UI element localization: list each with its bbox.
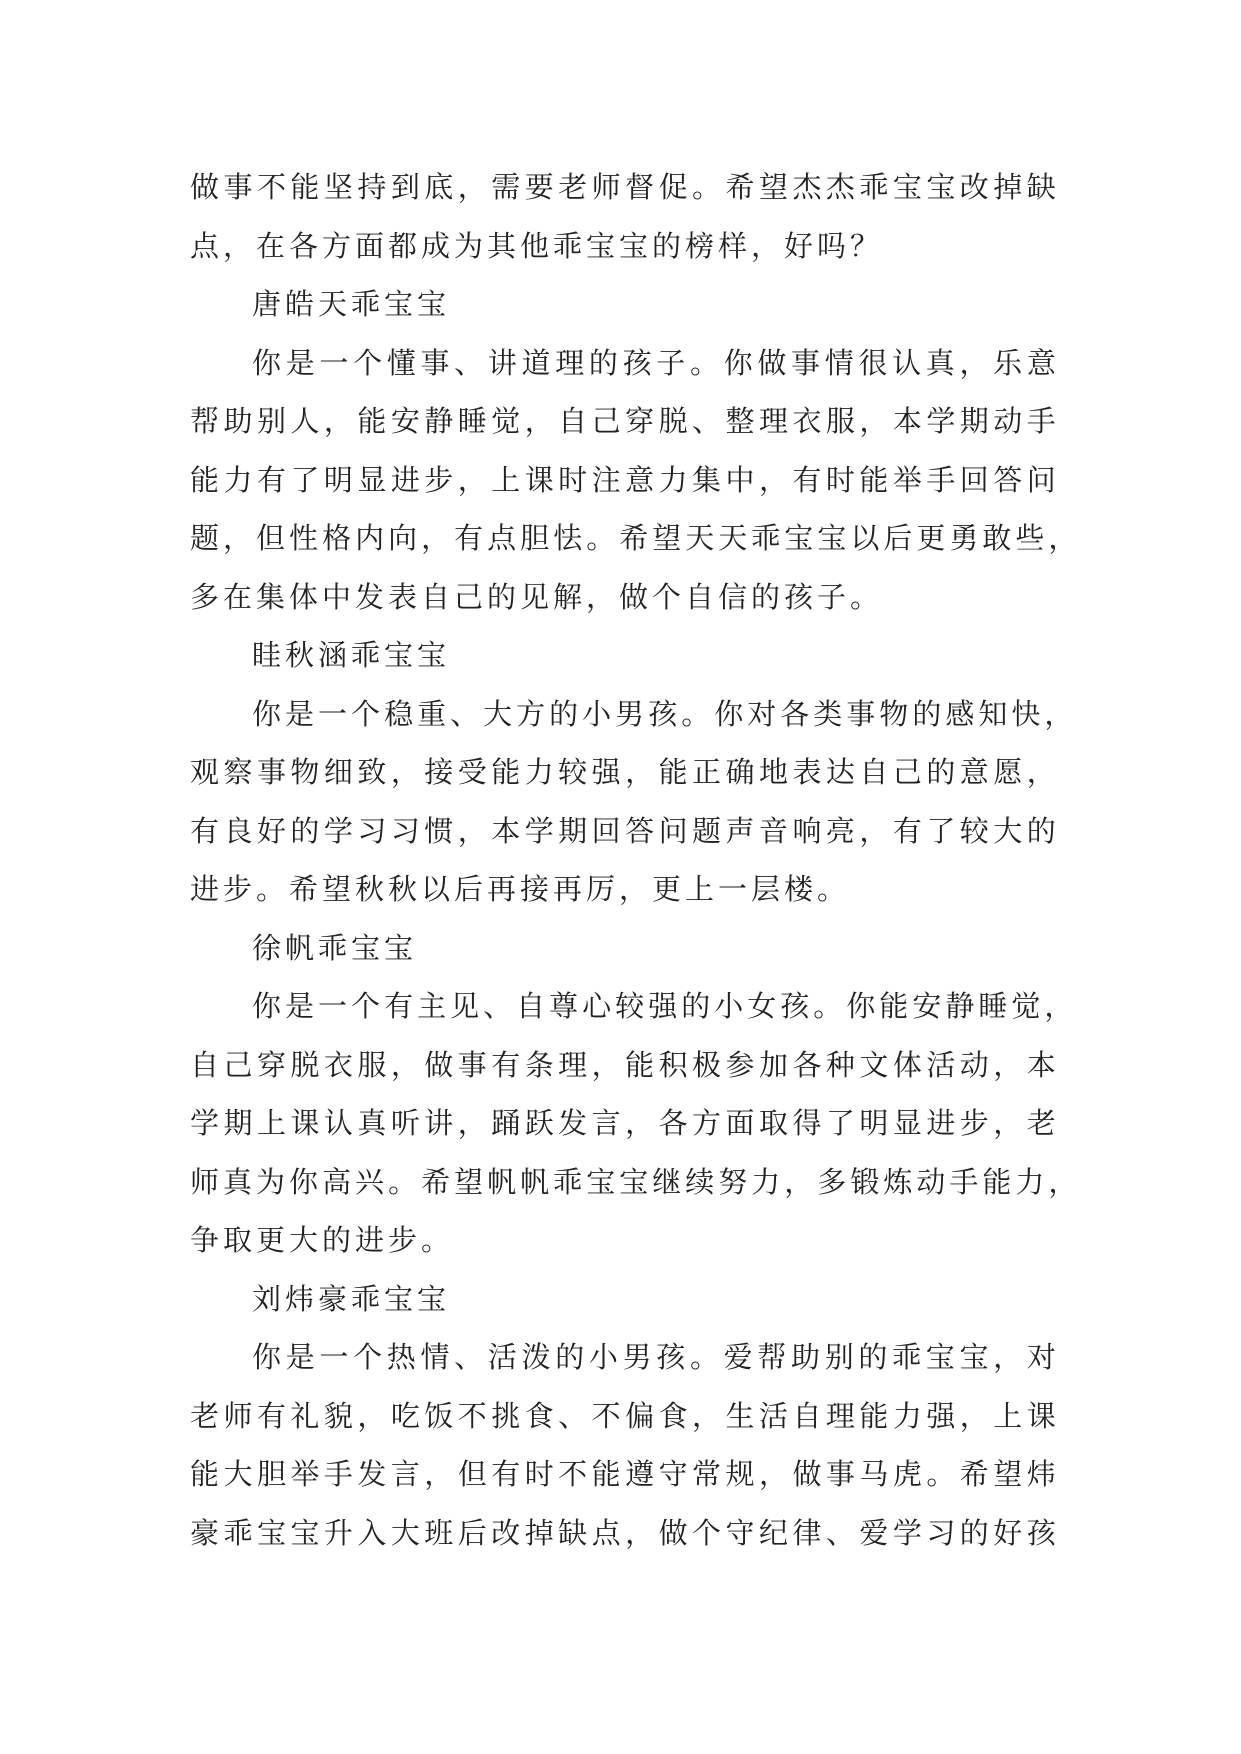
text-line: 你 是 一 个 懂 事 、 讲 道 理 的 孩 子 。 你 做 事 情 很 认 真 ， 乐 意: [252, 345, 1060, 380]
text-line: 帮 助 别 人 ， 能 安 静 睡 觉 ， 自 己 穿 脱 、 整 理 衣 服 ， 本 学 期 动 手: [190, 404, 1060, 438]
text-line: 唐皓天乖宝宝: [252, 287, 451, 321]
text-line: 刘炜豪乖宝宝: [252, 1281, 451, 1316]
text-line: 自 己 穿 脱 衣 服 ， 做 事 有 条 理 ， 能 积 极 参 加 各 种 文 体 活 动 ， 本: [190, 1047, 1060, 1082]
text-line: 你 是 一 个 热 情 、 活 泼 的 小 男 孩 。 爱 帮 助 别 的 乖 宝 宝 ， 对: [252, 1340, 1060, 1374]
text-line: 能 大 胆 举 手 发 言 ， 但 有 时 不 能 遵 守 常 规 ， 做 事 马 虎 。 希 望 炜: [190, 1457, 1060, 1491]
text-line: 做 事 不 能 坚 持 到 底 ， 需 要 老 师 督 促 。 希 望 杰 杰 乖 宝 宝 改 掉 缺: [190, 170, 1060, 204]
text-line: 你 是 一 个 稳 重 、 大 方 的 小 男 孩 。 你 对 各 类 事 物 的 感 知 快 ，: [252, 696, 1078, 731]
text-line: 点，在各方面都成为其他乖宝宝的榜样，好吗？: [190, 228, 884, 263]
text-line: 观 察 事 物 细 致 ， 接 受 能 力 较 强 ， 能 正 确 地 表 达 自 己 的 意 愿 ，: [190, 755, 1060, 789]
text-line: 师 真 为 你 高 兴 。 希 望 帆 帆 乖 宝 宝 继 续 努 力 ， 多 锻 炼 动 手 能 力 ，: [190, 1164, 1082, 1199]
text-line: 豪 乖 宝 宝 升 入 大 班 后 改 掉 缺 点 ， 做 个 守 纪 律 、 爱 学 习 的 好 孩: [190, 1515, 1060, 1550]
text-line: 进步。希望秋秋以后再接再厉，更上一层楼。: [190, 872, 851, 906]
text-line: 题 ， 但 性 格 内 向 ， 有 点 胆 怯 。 希 望 天 天 乖 宝 宝 以 后 更 勇 敢 些 ，: [190, 521, 1082, 555]
text-line: 你 是 一 个 有 主 见 、 自 尊 心 较 强 的 小 女 孩 。 你 能 安 静 睡 觉 ，: [252, 989, 1078, 1023]
text-line: 多在集体中发表自己的见解，做个自信的孩子。: [190, 579, 884, 614]
text-line: 争取更大的进步。: [190, 1223, 455, 1257]
document-body: [190, 158, 1082, 1562]
text-line: 徐帆乖宝宝: [252, 930, 418, 965]
text-line: 有 良 好 的 学 习 习 惯 ， 本 学 期 回 答 问 题 声 音 响 亮 ， 有 了 较 大 的: [190, 813, 1060, 848]
text-line: 能 力 有 了 明 显 进 步 ， 上 课 时 注 意 力 集 中 ， 有 时 能 举 手 回 答 问: [190, 462, 1060, 497]
text-line: 老 师 有 礼 貌 ， 吃 饭 不 挑 食 、 不 偏 食 ， 生 活 自 理 能 力 强 ， 上 课: [190, 1398, 1060, 1433]
text-line: 眭秋涵乖宝宝: [252, 638, 451, 672]
text-line: 学 期 上 课 认 真 听 讲 ， 踊 跃 发 言 ， 各 方 面 取 得 了 明 显 进 步 ， 老: [190, 1106, 1060, 1140]
